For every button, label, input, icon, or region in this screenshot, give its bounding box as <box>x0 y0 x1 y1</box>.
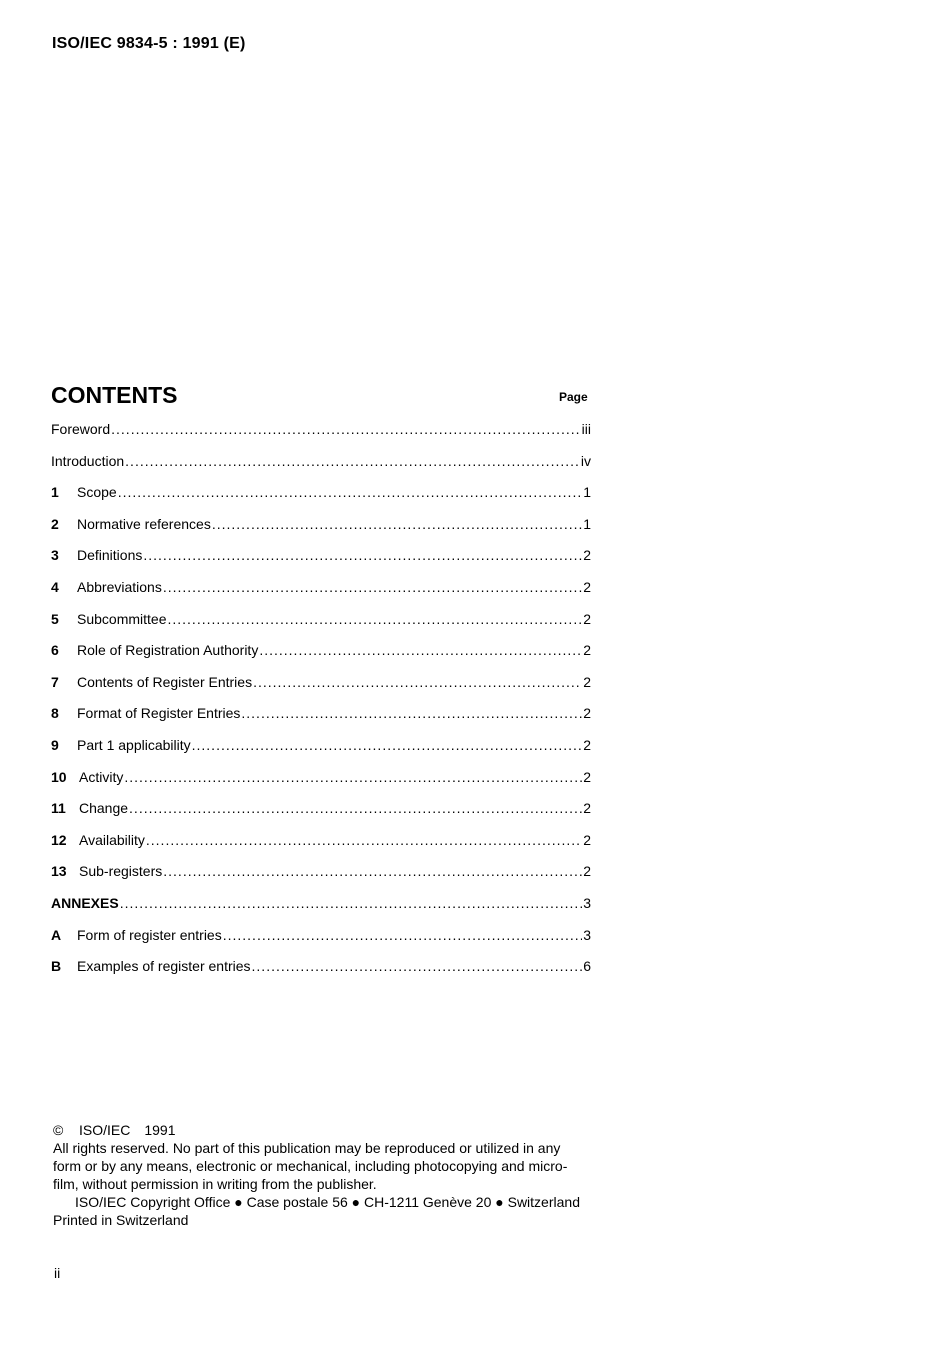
toc-entry <box>51 545 591 577</box>
toc-entry-title: Abbreviations <box>77 578 162 595</box>
toc-entry-title: Contents of Register Entries <box>77 673 253 690</box>
toc-entry-page: 2 <box>583 705 591 722</box>
toc-entry <box>51 514 591 546</box>
toc-leader-dots <box>223 925 582 945</box>
toc-entry-number: 13 <box>51 863 67 880</box>
toc-entry-number: 1 <box>51 484 59 501</box>
toc-entry-number: B <box>51 958 62 975</box>
toc-entry-page: 1 <box>583 515 591 532</box>
toc-entry-title: Subcommittee <box>77 610 167 627</box>
toc-entry-page: 2 <box>583 736 591 753</box>
toc-entry-title: Sub-registers <box>79 863 163 880</box>
toc-entry-title: Definitions <box>77 547 143 564</box>
toc-entry-page: 3 <box>583 894 591 911</box>
rights-text-line-1: All rights reserved. No part of this publication may be reproduced or utilized in any <box>53 1140 561 1156</box>
toc-entry <box>51 482 591 514</box>
toc-entry <box>51 419 591 451</box>
toc-entry-page: 2 <box>583 642 591 659</box>
toc-leader-dots <box>252 956 583 976</box>
toc-leader-dots <box>129 798 582 818</box>
copyright-symbol: © <box>53 1122 64 1138</box>
toc-entry-number: 7 <box>51 673 59 690</box>
rights-text-line-3: film, without permission in writing from the publisher. <box>53 1176 377 1192</box>
toc-entry <box>51 830 591 862</box>
copyright-line <box>53 1121 593 1139</box>
toc-entry <box>51 609 591 641</box>
toc-entry <box>51 703 591 735</box>
toc-leader-dots <box>146 830 582 850</box>
toc-leader-dots <box>143 545 582 565</box>
toc-entry-number: 2 <box>51 515 59 532</box>
toc-entry-title: Introduction <box>51 452 125 469</box>
toc-entry-page: 1 <box>583 484 591 501</box>
toc-leader-dots <box>167 609 582 629</box>
table-of-contents <box>51 419 591 988</box>
toc-entry <box>51 640 591 672</box>
toc-entry-title: Availability <box>79 831 145 848</box>
toc-leader-dots <box>124 767 582 787</box>
copyright-notice <box>53 1121 593 1229</box>
toc-entry-title: ANNEXES <box>51 894 119 911</box>
toc-leader-dots <box>192 735 583 755</box>
toc-entry-page: 6 <box>583 958 591 975</box>
toc-entry-number: 8 <box>51 705 59 722</box>
copyright-holder: ISO/IEC <box>79 1122 131 1138</box>
page-number: ii <box>54 1265 61 1281</box>
toc-entry-title: Scope <box>77 484 117 501</box>
toc-entry-page: iv <box>580 452 591 469</box>
toc-leader-dots <box>125 451 580 471</box>
toc-entry-number: A <box>51 926 62 943</box>
toc-entry-number: 10 <box>51 768 67 785</box>
contents-heading: CONTENTS <box>51 382 178 408</box>
toc-entry <box>51 577 591 609</box>
page-column-label: Page <box>559 390 588 404</box>
toc-entry-number: 12 <box>51 831 67 848</box>
rights-text-line-2: form or by any means, electronic or mechanical, including photocopying and micro- <box>53 1158 568 1174</box>
toc-leader-dots <box>253 672 582 692</box>
toc-leader-dots <box>120 893 583 913</box>
toc-leader-dots <box>259 640 582 660</box>
toc-entry-page: 2 <box>583 831 591 848</box>
toc-leader-dots <box>111 419 581 439</box>
toc-entry-page: 3 <box>583 926 591 943</box>
toc-entry-title: Part 1 applicability <box>77 736 191 753</box>
toc-entry <box>51 735 591 767</box>
toc-entry-page: 2 <box>583 578 591 595</box>
toc-entry-number: 11 <box>51 800 66 817</box>
toc-entry-title: Form of register entries <box>77 926 222 943</box>
toc-entry <box>51 893 591 925</box>
toc-entry-title: Normative references <box>77 515 211 532</box>
toc-entry-title: Foreword <box>51 421 111 437</box>
printed-in-notice: Printed in Switzerland <box>53 1212 189 1228</box>
toc-leader-dots <box>212 514 582 534</box>
toc-entry-page: iii <box>581 421 591 437</box>
toc-entry-number: 9 <box>51 736 59 753</box>
toc-entry-page: 2 <box>583 547 591 564</box>
toc-entry-number: 5 <box>51 610 59 627</box>
toc-entry-number: 4 <box>51 578 59 595</box>
toc-entry <box>51 451 591 483</box>
toc-entry <box>51 672 591 704</box>
copyright-year: 1991 <box>144 1122 176 1138</box>
toc-entry-page: 2 <box>583 800 591 817</box>
toc-entry <box>51 798 591 830</box>
copyright-office-address: ISO/IEC Copyright Office ● Case postale 56 ● CH-1211 Genève 20 ● Switzerland <box>75 1194 580 1210</box>
toc-leader-dots <box>241 703 582 723</box>
toc-leader-dots <box>163 577 582 597</box>
toc-leader-dots <box>163 861 582 881</box>
toc-entry-number: 6 <box>51 642 59 659</box>
toc-entry-page: 2 <box>583 673 591 690</box>
toc-leader-dots <box>118 482 583 502</box>
toc-entry <box>51 925 591 957</box>
toc-entry <box>51 956 591 988</box>
toc-entry-title: Examples of register entries <box>77 958 251 975</box>
toc-entry-page: 2 <box>583 863 591 880</box>
toc-entry-title: Format of Register Entries <box>77 705 241 722</box>
toc-entry-title: Role of Registration Authority <box>77 642 259 659</box>
toc-entry-page: 2 <box>583 768 591 785</box>
toc-entry-page: 2 <box>583 610 591 627</box>
toc-entry <box>51 767 591 799</box>
toc-entry-number: 3 <box>51 547 59 564</box>
document-id-header: ISO/IEC 9834-5 : 1991 (E) <box>52 35 246 52</box>
toc-entry-title: Activity <box>79 768 124 785</box>
toc-entry <box>51 861 591 893</box>
toc-entry-title: Change <box>79 800 129 817</box>
